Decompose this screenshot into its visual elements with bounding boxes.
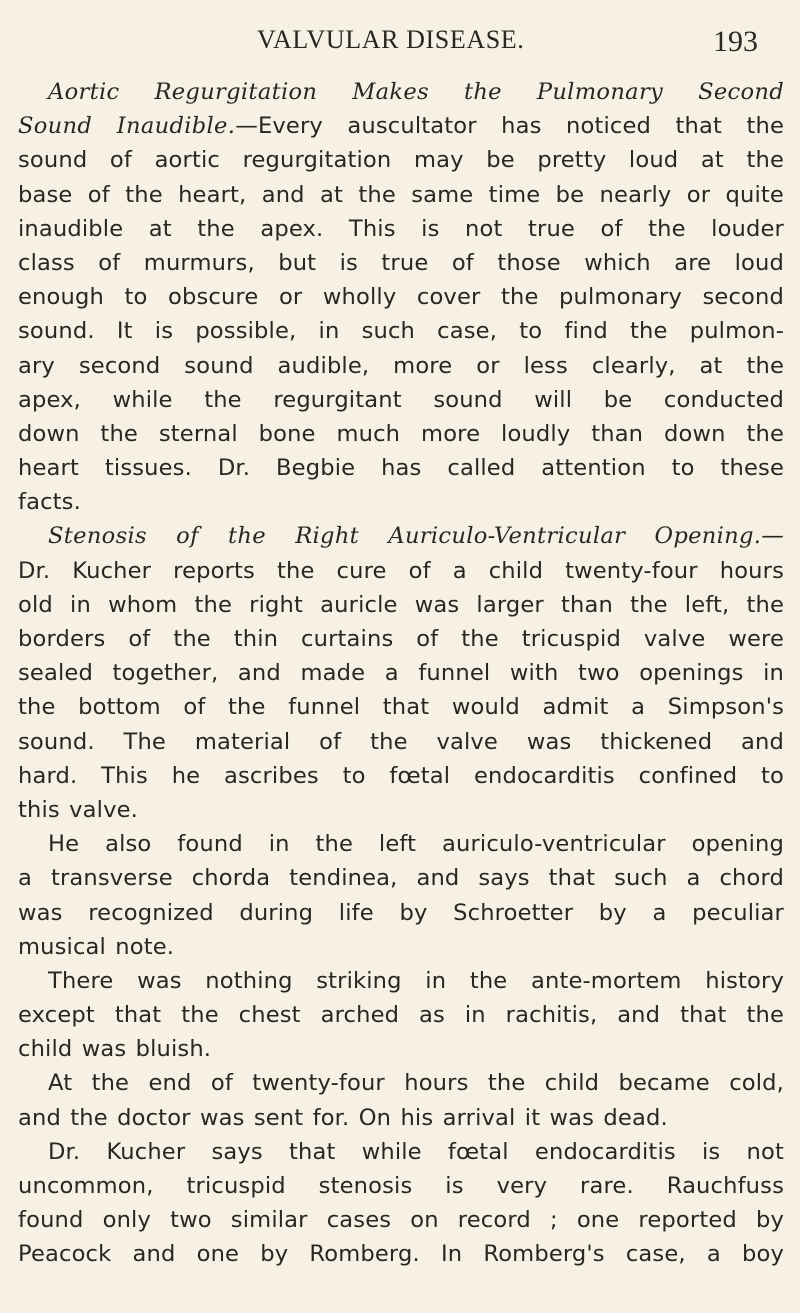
body-text: [18, 75, 784, 1272]
text-line: Peacock and one by Romberg. In Romberg's case, a boy: [18, 1241, 784, 1268]
text-line: down the sternal bone much more loudly than down the: [18, 420, 784, 447]
text-line: musical note.: [18, 933, 175, 960]
text-line: the bottom of the funnel that would admit a Simpson's: [18, 694, 784, 721]
text-line: apex, while the regurgitant sound will be conducted: [18, 386, 784, 413]
text-line: except that the chest arched as in rachitis, and that the: [18, 1002, 784, 1029]
text-line: [18, 75, 784, 109]
section-heading: Stenosis of the Right Auriculo-Ventricular Opening.: [48, 523, 762, 550]
running-title: VALVULAR DISEASE.: [257, 25, 525, 54]
text-line: He also found in the left auriculo-ventricular opening: [48, 831, 784, 858]
text-line: child was bluish.: [18, 1036, 212, 1063]
text-line: hard. This he ascribes to fœtal endocarditis confined to: [18, 762, 784, 789]
text-line: inaudible at the apex. This is not true of the louder: [18, 215, 784, 242]
page-number: 193: [713, 25, 758, 58]
text-line: old in whom the right auricle was larger than the left, the: [18, 591, 784, 618]
text-line: this valve.: [18, 796, 139, 823]
text-line: base of the heart, and at the same time be nearly or quite: [18, 181, 784, 208]
text-line: sound of aortic regurgitation may be pretty loud at the: [18, 147, 784, 174]
text-line: At the end of twenty-four hours the child became cold,: [48, 1070, 784, 1097]
text-line: sound. The material of the valve was thickened and: [18, 728, 784, 755]
text-line: [18, 109, 784, 143]
text-line: a transverse chorda tendinea, and says that such a chord: [18, 865, 784, 892]
text-line: found only two similar cases on record ; one reported by: [18, 1207, 784, 1234]
text-line: Dr. Kucher says that while fœtal endocarditis is not: [48, 1138, 784, 1165]
text-line: class of murmurs, but is true of those which are loud: [18, 249, 784, 276]
text-line: uncommon, tricuspid stenosis is very rare. Rauchfuss: [18, 1173, 784, 1199]
text-line: heart tissues. Dr. Begbie has called attention to these: [18, 455, 784, 482]
text-line: sound. It is possible, in such case, to find the pulmon-: [18, 318, 784, 345]
text-line: borders of the thin curtains of the tricuspid valve were: [18, 626, 784, 652]
running-head: [0, 22, 800, 58]
text-line: Dr. Kucher reports the cure of a child twenty-four hours: [18, 557, 784, 584]
section-heading: Aortic Regurgitation Makes the Pulmonary Second: [48, 79, 784, 105]
text-line: sealed together, and made a funnel with two openings in: [18, 660, 784, 687]
section-heading-continued: Sound Inaudible.: [18, 113, 236, 140]
text-line: and the doctor was sent for. On his arrival it was dead.: [18, 1104, 668, 1131]
text-line: There was nothing striking in the ante-mortem history: [48, 967, 784, 994]
text-line: enough to obscure or wholly cover the pulmonary second: [18, 284, 784, 311]
text-line: was recognized during life by Schroetter by a peculiar: [18, 899, 784, 926]
text-run: —: [761, 523, 784, 550]
text-line: facts.: [18, 489, 81, 516]
text-line: ary second sound audible, more or less clearly, at the: [18, 352, 784, 379]
text-line: [18, 519, 784, 553]
text-run: —Every auscultator has noticed that the: [235, 113, 785, 140]
